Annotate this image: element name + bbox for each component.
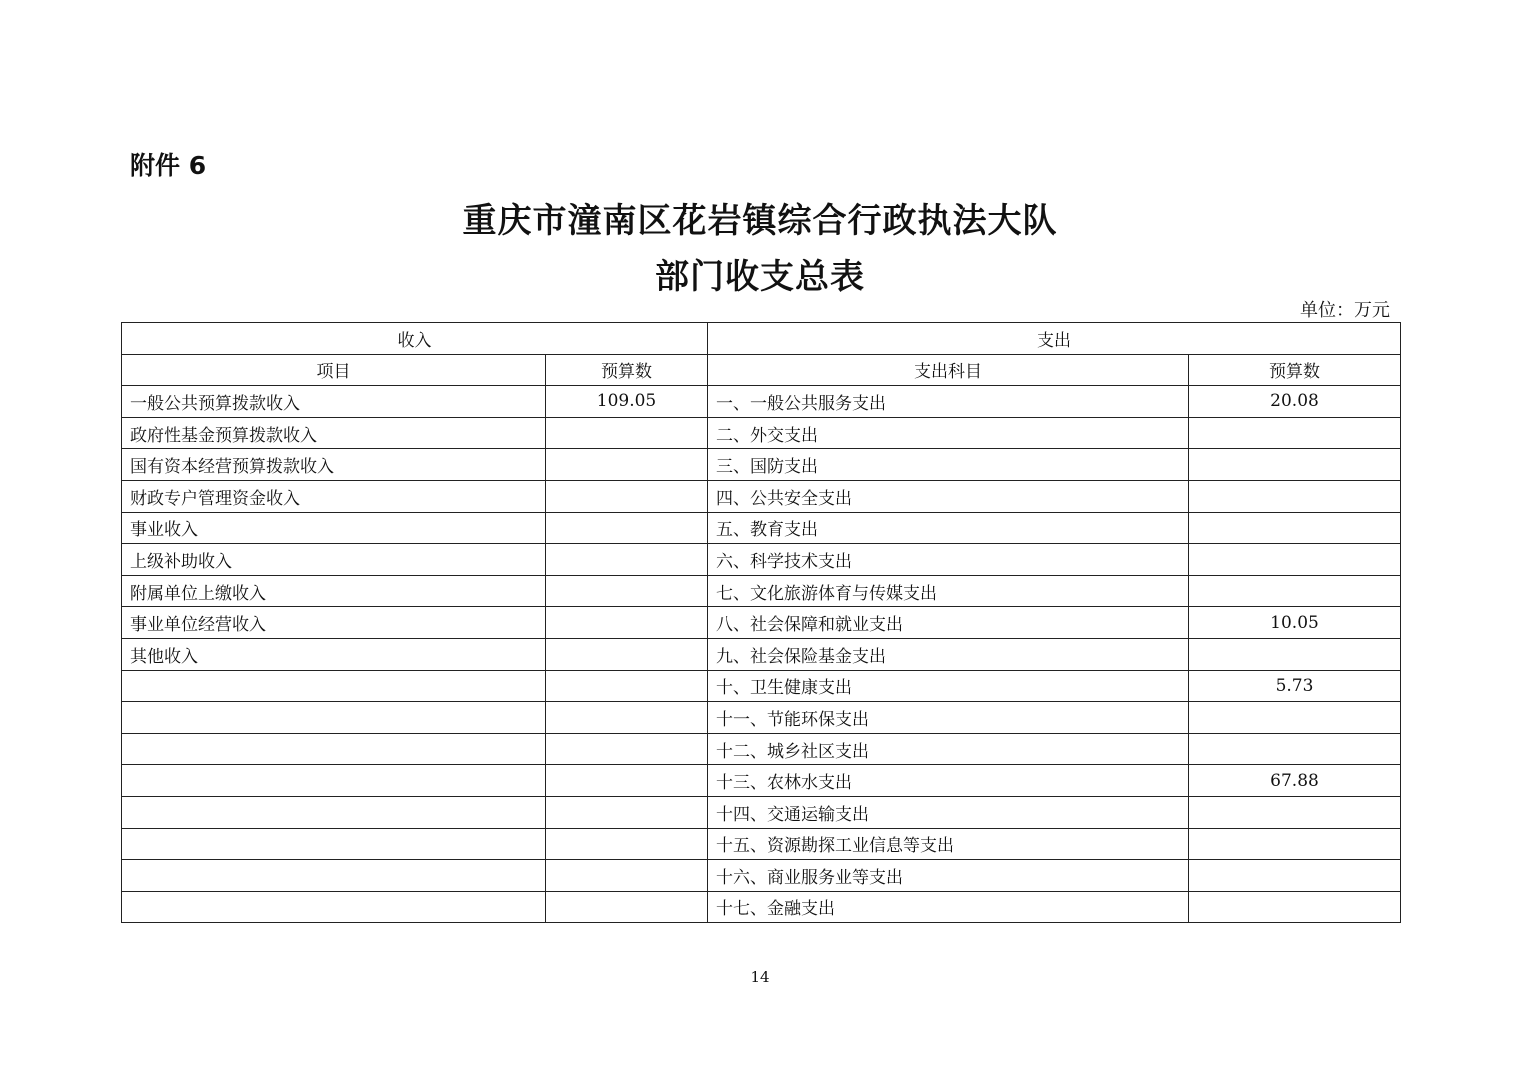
table-row bbox=[122, 702, 1401, 734]
expense-value-cell bbox=[1189, 575, 1401, 607]
income-item-cell: 国有资本经营预算拨款收入 bbox=[122, 449, 546, 481]
unit-label: 单位：万元 bbox=[1300, 300, 1390, 321]
expense-value-cell bbox=[1189, 417, 1401, 449]
expense-value-cell bbox=[1189, 702, 1401, 734]
income-value-cell bbox=[546, 828, 708, 860]
table-row bbox=[122, 607, 1401, 639]
income-item-cell bbox=[122, 860, 546, 892]
income-item-cell bbox=[122, 702, 546, 734]
document-subtitle: 部门收支总表 bbox=[655, 257, 865, 297]
expense-value-cell bbox=[1189, 480, 1401, 512]
income-item-cell bbox=[122, 891, 546, 923]
expense-group-header: 支出 bbox=[708, 323, 1401, 355]
expense-value-cell bbox=[1189, 449, 1401, 481]
table-row bbox=[122, 891, 1401, 923]
col-header-expense-subject: 支出科目 bbox=[708, 354, 1189, 386]
budget-table bbox=[121, 322, 1401, 923]
table-row bbox=[122, 512, 1401, 544]
expense-item-cell: 八、社会保障和就业支出 bbox=[708, 607, 1189, 639]
attachment-label: 附件 6 bbox=[130, 151, 207, 180]
expense-item-cell: 五、教育支出 bbox=[708, 512, 1189, 544]
table-row bbox=[122, 733, 1401, 765]
expense-value-cell: 20.08 bbox=[1189, 386, 1401, 418]
expense-value-cell: 10.05 bbox=[1189, 607, 1401, 639]
table-row bbox=[122, 796, 1401, 828]
income-value-cell bbox=[546, 702, 708, 734]
expense-value-cell bbox=[1189, 544, 1401, 576]
income-value-cell: 109.05 bbox=[546, 386, 708, 418]
income-item-cell bbox=[122, 733, 546, 765]
table-row bbox=[122, 544, 1401, 576]
income-item-cell bbox=[122, 796, 546, 828]
expense-value-cell bbox=[1189, 828, 1401, 860]
income-value-cell bbox=[546, 480, 708, 512]
table-row bbox=[122, 386, 1401, 418]
income-item-cell: 事业收入 bbox=[122, 512, 546, 544]
table-group-header-row bbox=[122, 323, 1401, 355]
expense-value-cell: 67.88 bbox=[1189, 765, 1401, 797]
table-row bbox=[122, 417, 1401, 449]
income-item-cell bbox=[122, 828, 546, 860]
expense-value-cell bbox=[1189, 512, 1401, 544]
income-value-cell bbox=[546, 575, 708, 607]
page-number: 14 bbox=[750, 968, 770, 986]
expense-value-cell: 5.73 bbox=[1189, 670, 1401, 702]
expense-value-cell bbox=[1189, 638, 1401, 670]
table-column-header-row bbox=[122, 354, 1401, 386]
income-item-cell bbox=[122, 670, 546, 702]
expense-value-cell bbox=[1189, 733, 1401, 765]
expense-item-cell: 三、国防支出 bbox=[708, 449, 1189, 481]
expense-item-cell: 十、卫生健康支出 bbox=[708, 670, 1189, 702]
income-value-cell bbox=[546, 733, 708, 765]
income-item-cell: 其他收入 bbox=[122, 638, 546, 670]
expense-value-cell bbox=[1189, 796, 1401, 828]
expense-item-cell: 九、社会保险基金支出 bbox=[708, 638, 1189, 670]
expense-item-cell: 六、科学技术支出 bbox=[708, 544, 1189, 576]
expense-item-cell: 十六、商业服务业等支出 bbox=[708, 860, 1189, 892]
col-header-item: 项目 bbox=[122, 354, 546, 386]
income-value-cell bbox=[546, 891, 708, 923]
expense-item-cell: 十二、城乡社区支出 bbox=[708, 733, 1189, 765]
table-row bbox=[122, 670, 1401, 702]
table-row bbox=[122, 860, 1401, 892]
income-value-cell bbox=[546, 512, 708, 544]
table-row bbox=[122, 575, 1401, 607]
table-row bbox=[122, 480, 1401, 512]
income-value-cell bbox=[546, 860, 708, 892]
income-value-cell bbox=[546, 449, 708, 481]
income-item-cell: 一般公共预算拨款收入 bbox=[122, 386, 546, 418]
expense-item-cell: 十七、金融支出 bbox=[708, 891, 1189, 923]
income-item-cell bbox=[122, 765, 546, 797]
income-value-cell bbox=[546, 544, 708, 576]
income-value-cell bbox=[546, 417, 708, 449]
col-header-income-budget: 预算数 bbox=[546, 354, 708, 386]
expense-item-cell: 十三、农林水支出 bbox=[708, 765, 1189, 797]
income-value-cell bbox=[546, 670, 708, 702]
income-item-cell: 事业单位经营收入 bbox=[122, 607, 546, 639]
table-row bbox=[122, 828, 1401, 860]
income-value-cell bbox=[546, 765, 708, 797]
expense-item-cell: 四、公共安全支出 bbox=[708, 480, 1189, 512]
expense-value-cell bbox=[1189, 891, 1401, 923]
col-header-expense-budget: 预算数 bbox=[1189, 354, 1401, 386]
expense-value-cell bbox=[1189, 860, 1401, 892]
income-value-cell bbox=[546, 607, 708, 639]
income-item-cell: 上级补助收入 bbox=[122, 544, 546, 576]
expense-item-cell: 二、外交支出 bbox=[708, 417, 1189, 449]
document-title: 重庆市潼南区花岩镇综合行政执法大队 bbox=[462, 201, 1058, 241]
income-item-cell: 财政专户管理资金收入 bbox=[122, 480, 546, 512]
expense-item-cell: 十五、资源勘探工业信息等支出 bbox=[708, 828, 1189, 860]
table-row bbox=[122, 449, 1401, 481]
expense-item-cell: 十一、节能环保支出 bbox=[708, 702, 1189, 734]
expense-item-cell: 一、一般公共服务支出 bbox=[708, 386, 1189, 418]
income-item-cell: 附属单位上缴收入 bbox=[122, 575, 546, 607]
income-value-cell bbox=[546, 638, 708, 670]
expense-item-cell: 七、文化旅游体育与传媒支出 bbox=[708, 575, 1189, 607]
expense-item-cell: 十四、交通运输支出 bbox=[708, 796, 1189, 828]
table-row bbox=[122, 765, 1401, 797]
income-value-cell bbox=[546, 796, 708, 828]
table-row bbox=[122, 638, 1401, 670]
income-group-header: 收入 bbox=[122, 323, 708, 355]
income-item-cell: 政府性基金预算拨款收入 bbox=[122, 417, 546, 449]
